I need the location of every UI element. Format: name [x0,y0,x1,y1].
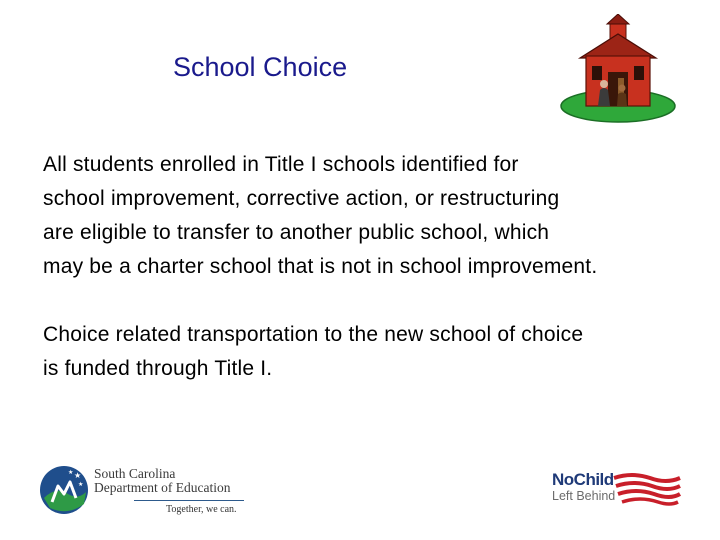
sc-name-line: Department of Education [94,479,231,495]
no-child-left-behind-logo [550,470,682,508]
text-line: school improvement, corrective action, or restructuring [43,187,560,210]
text-line: is funded through Title I. [43,357,273,380]
text-line: are eligible to transfer to another public school, which [43,221,550,244]
sc-name-line: South Carolina [94,466,176,481]
slide-title: School Choice [173,52,348,82]
schoolhouse-icon [558,14,678,126]
flag-icon [612,472,682,506]
transportation-paragraph [43,318,583,386]
text-line: All students enrolled in Title I schools identified for [43,153,519,176]
eligibility-paragraph [43,148,597,284]
svg-text:★: ★ [74,471,82,480]
sc-tagline: Together, we can. [166,504,237,515]
divider [134,500,244,501]
svg-text:★: ★ [78,481,84,488]
sc-department-logo [38,464,253,520]
sc-seal-icon [38,464,90,516]
sc-department-name [94,467,230,494]
text-line: Choice related transportation to the new school of choice [43,323,584,346]
ncb-wordmark: NoChild [552,470,614,489]
ncb-subtitle: Left Behind [552,489,616,503]
text-line: may be a charter school that is not in school improvement. [43,255,598,278]
svg-text:★: ★ [68,469,74,476]
